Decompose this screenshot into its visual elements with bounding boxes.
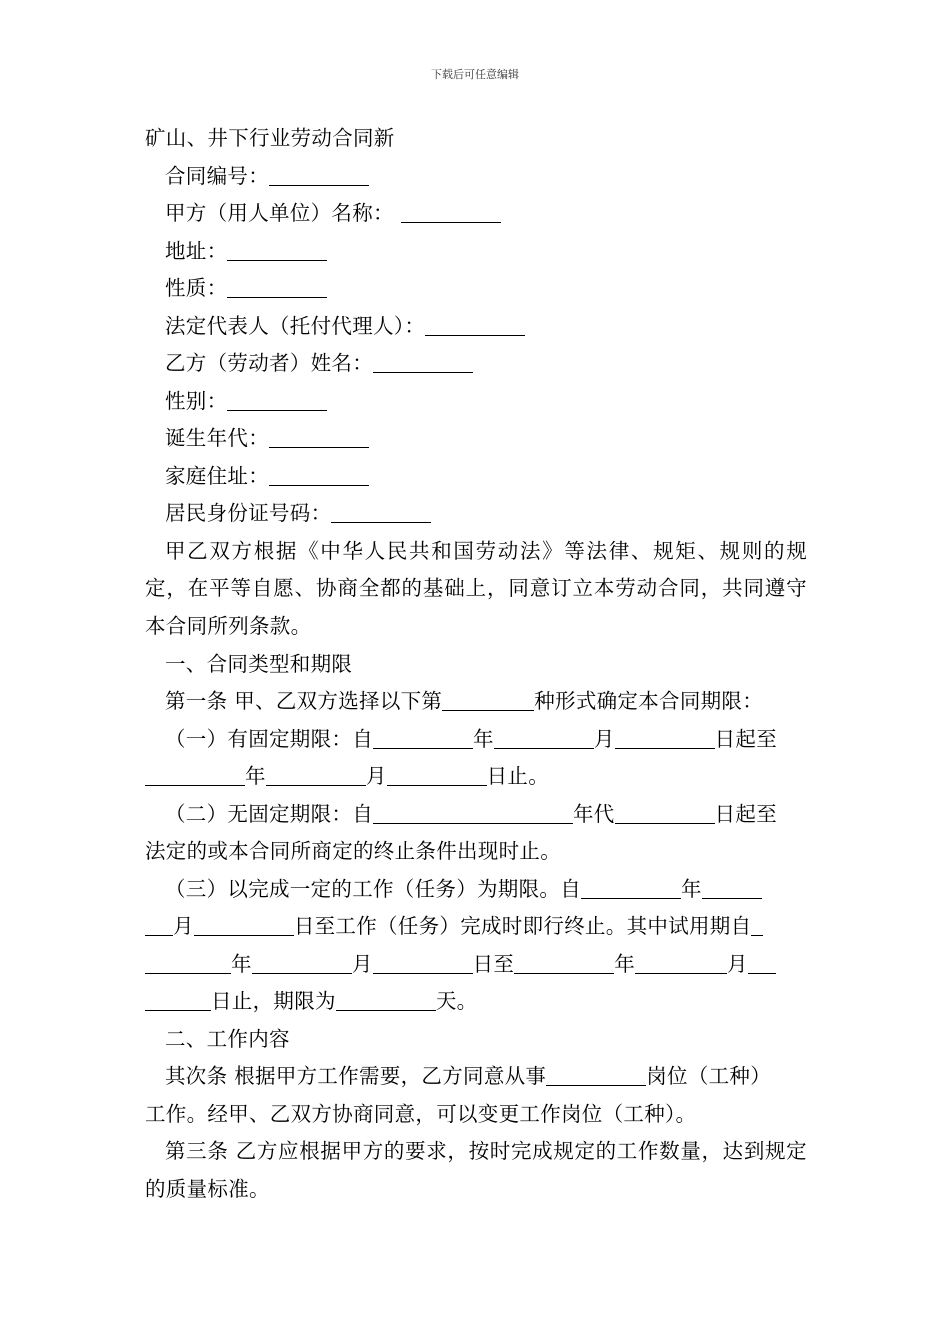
text: 年 — [614, 951, 636, 976]
blank-line — [581, 876, 681, 899]
text: 年 — [473, 726, 494, 751]
term-task-cont — [145, 908, 807, 946]
term-fixed-cont — [145, 758, 807, 796]
field-gender — [145, 383, 807, 421]
intro-paragraph: 甲乙双方根据《中华人民共和国劳动法》等法律、规矩、规则的规定，在平等自愿、协商全都的基础上，同意订立本劳动合同，共同遵守本合同所列条款。 — [145, 538, 807, 639]
blank-line — [494, 726, 594, 749]
text: 年 — [231, 951, 252, 976]
field-label: 法定代表人（托付代理人）： — [165, 313, 426, 338]
blank-line — [227, 238, 327, 261]
term-fixed — [145, 721, 807, 759]
text: 天。 — [435, 989, 478, 1014]
field-address — [145, 233, 807, 271]
blank-line — [514, 951, 614, 974]
field-legal-representative — [145, 308, 807, 346]
text: 日止，期限为 — [211, 989, 336, 1014]
field-label: 性别： — [165, 388, 228, 413]
blank-line — [145, 763, 245, 786]
text: 日至工作（任务）完成时即行终止。其中试用期自 — [293, 914, 752, 939]
blank-line — [751, 913, 763, 936]
blank-line — [145, 988, 211, 1011]
blank-line — [373, 951, 473, 974]
field-id-number — [145, 495, 807, 533]
blank-line — [145, 951, 231, 974]
field-employee-name — [145, 345, 807, 383]
blank-line — [227, 388, 327, 411]
field-contract-number — [145, 158, 807, 196]
article-3: 第三条 乙方应根据甲方的要求，按时完成规定的工作数量，达到规定的质量标准。 — [145, 1139, 807, 1202]
field-label: 地址： — [165, 238, 228, 263]
blank-line — [702, 876, 762, 899]
article-1 — [145, 683, 807, 721]
blank-line — [194, 913, 294, 936]
blank-line — [442, 688, 534, 711]
blank-line — [269, 425, 369, 448]
field-label: 性质： — [165, 276, 228, 300]
text: 其次条 根据甲方工作需要，乙方同意从事 — [165, 1064, 547, 1089]
text: 年 — [245, 764, 266, 789]
text: 月 — [593, 726, 615, 751]
section-heading: 二、工作内容 — [165, 1026, 290, 1051]
field-birth-date — [145, 420, 807, 458]
text: 月 — [173, 914, 194, 939]
field-label: 家庭住址： — [165, 463, 269, 488]
text: 岗位（工种） — [646, 1064, 772, 1089]
text: 日至 — [472, 951, 515, 976]
text: 第一条 甲、乙双方选择以下第 — [165, 689, 443, 714]
text: 月 — [365, 764, 387, 789]
blank-line — [336, 988, 436, 1011]
document-title: 矿山、井下行业劳动合同新 — [145, 126, 395, 150]
text: 种形式确定本合同期限： — [534, 689, 764, 714]
blank-line — [269, 463, 369, 486]
term-open — [145, 796, 807, 834]
blank-line — [373, 726, 473, 749]
field-label: 甲方（用人单位）名称： — [165, 201, 394, 225]
term-probation — [145, 946, 807, 984]
blank-line — [373, 350, 473, 373]
field-label: 乙方（劳动者）姓名： — [165, 351, 373, 375]
field-employer-name — [145, 195, 807, 233]
blank-line — [615, 726, 715, 749]
blank-line — [425, 313, 525, 336]
blank-line — [145, 913, 173, 936]
text: 日止。 — [486, 764, 550, 789]
term-probation-cont — [145, 983, 807, 1021]
page-header: 下载后可任意编辑 — [431, 68, 519, 81]
field-label: 合同编号： — [165, 163, 269, 188]
field-nature — [145, 270, 807, 308]
text: 年 — [681, 876, 702, 901]
field-label: 诞生年代： — [165, 426, 269, 450]
text: 日起至 — [714, 726, 778, 751]
text: （三）以完成一定的工作（任务）为期限。自 — [165, 876, 581, 901]
term-task — [145, 871, 807, 909]
blank-line — [635, 951, 727, 974]
blank-line — [227, 275, 327, 298]
text: （二）无固定期限：自 — [165, 801, 373, 826]
article-2-cont: 工作。经甲、乙双方协商同意，可以变更工作岗位（工种）。 — [145, 1101, 697, 1126]
article-2 — [145, 1058, 807, 1096]
term-open-cont: 法定的或本合同所商定的终止条件出现时止。 — [145, 839, 561, 864]
blank-line — [252, 951, 352, 974]
text: 年代 — [573, 801, 615, 826]
blank-line — [546, 1063, 646, 1086]
blank-line — [615, 801, 715, 824]
blank-line — [266, 763, 366, 786]
section-heading: 一、合同类型和期限 — [165, 651, 353, 676]
blank-line — [331, 500, 431, 523]
blank-line — [401, 200, 501, 223]
blank-line — [373, 801, 573, 824]
field-label: 居民身份证号码： — [165, 501, 332, 525]
text: 日起至 — [714, 801, 778, 826]
contract-body — [145, 120, 807, 1209]
field-home-address — [145, 458, 807, 496]
blank-line — [748, 951, 776, 974]
blank-line — [387, 763, 487, 786]
text: （一）有固定期限：自 — [165, 726, 373, 751]
text: 月 — [351, 951, 373, 976]
blank-line — [269, 163, 369, 186]
text: 月 — [727, 951, 748, 976]
